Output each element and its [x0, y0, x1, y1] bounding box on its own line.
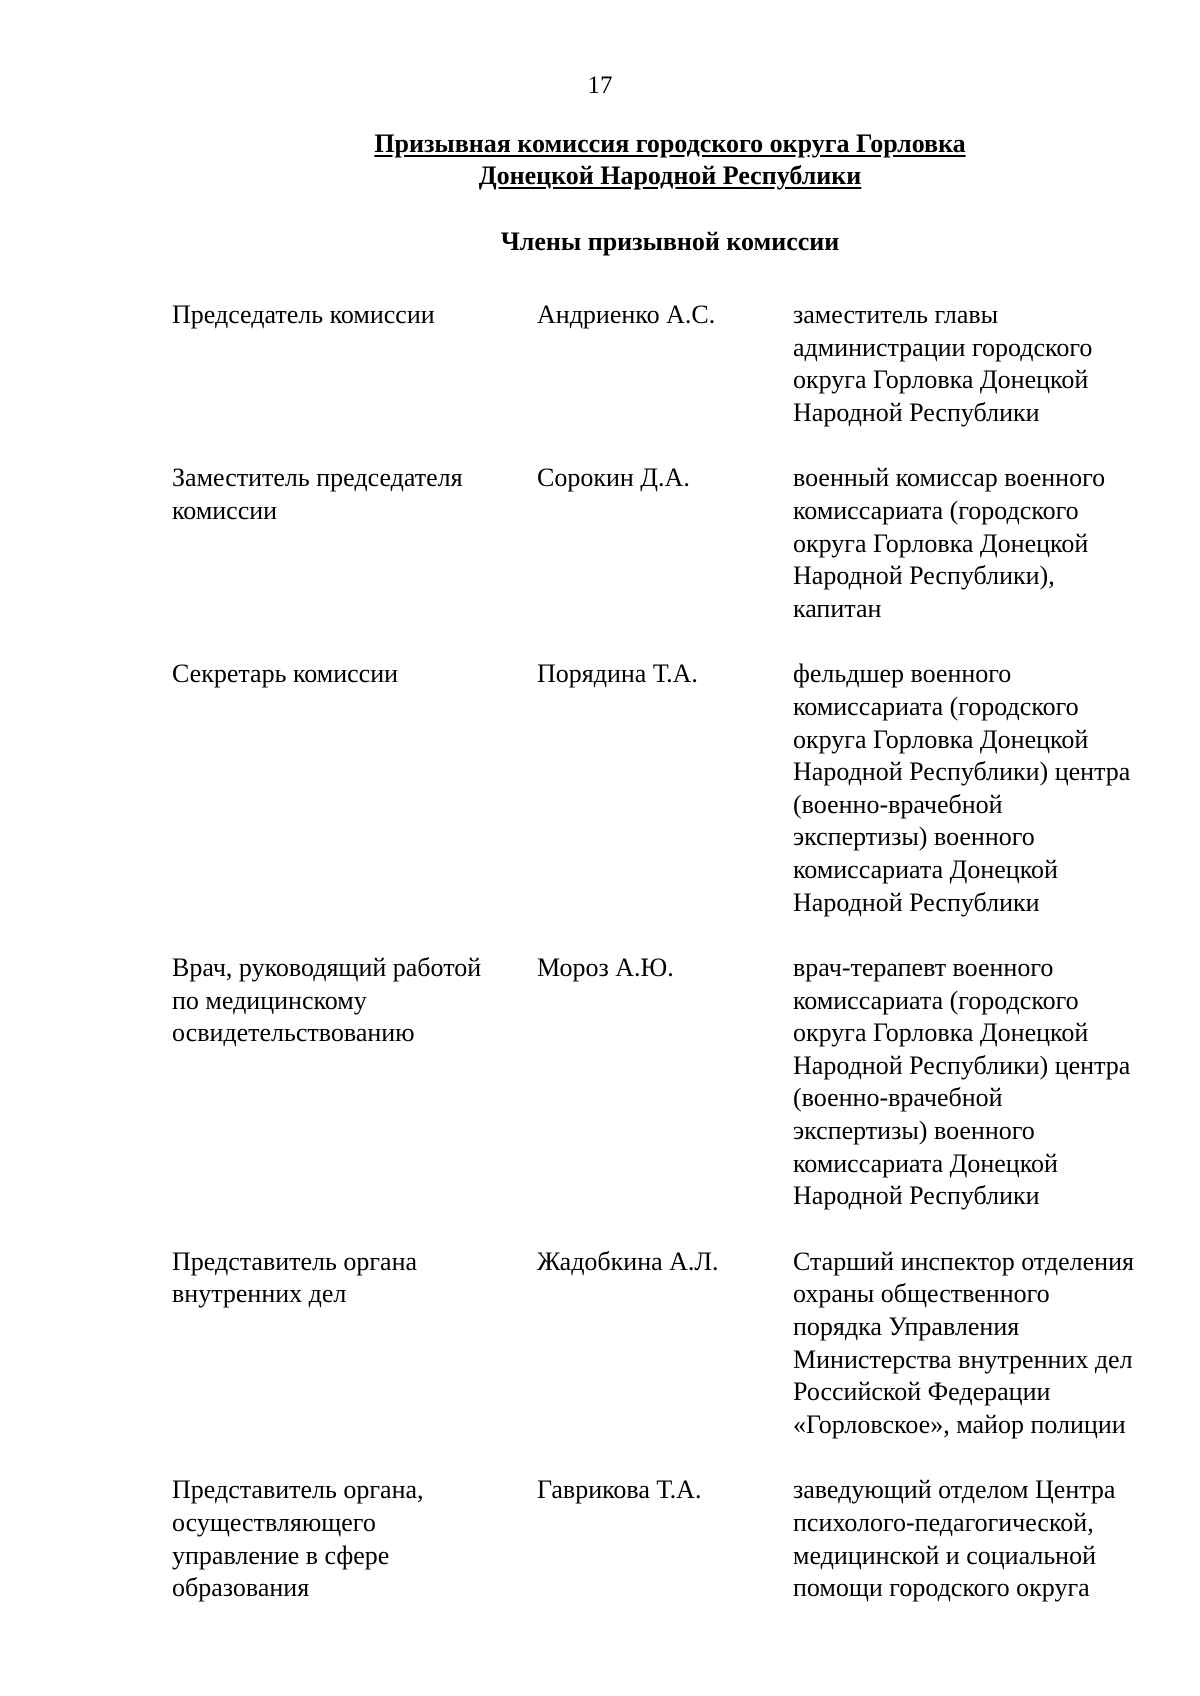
member-position: Старший инспектор отделения охраны общественного порядка Управления Министерства внутренних дел Российской Федерации «Горловское», майор полиции — [793, 1246, 1134, 1439]
document-title — [300, 128, 1040, 192]
member-row-chairman — [172, 299, 1182, 429]
member-role: Врач, руководящий работой по медицинскому освидетельствованию — [172, 953, 482, 1048]
members-list — [172, 299, 1182, 1638]
section-subtitle: Члены призывной комиссии — [500, 227, 840, 256]
member-position: заместитель главы администрации городского округа Горловка Донецкой Народной Республики — [793, 300, 1093, 427]
member-row-deputy-chairman — [172, 462, 1182, 625]
document-title-line-1: Призывная комиссия городского округа Горловка — [374, 129, 966, 158]
member-position: врач-терапевт военного комиссариата (городского округа Горловка Донецкой Народной Республики) центра (военно-врачебной экспертизы) военного комиссариата Донецкой Народной Республики — [793, 953, 1131, 1211]
member-role: Председатель комиссии — [172, 300, 435, 329]
member-row-internal-affairs — [172, 1246, 1182, 1442]
member-row-education — [172, 1474, 1182, 1604]
document-title-line-2: Донецкой Народной Республики — [478, 161, 862, 190]
member-name: Мороз А.Ю. — [537, 953, 674, 983]
member-name: Сорокин Д.А. — [537, 463, 690, 493]
member-name: Гаврикова Т.А. — [537, 1475, 702, 1505]
member-position: заведующий отделом Центра психолого-педагогической, медицинской и социальной помощи городского округа — [793, 1475, 1116, 1603]
page-number: 17 — [587, 72, 613, 99]
member-role: Заместитель председателя комиссии — [172, 463, 463, 525]
member-role: Секретарь комиссии — [172, 659, 399, 689]
member-name: Жадобкина А.Л. — [537, 1246, 719, 1276]
member-position: военный комиссар военного комиссариата (городского округа Горловка Донецкой Народной Республики), капитан — [793, 463, 1106, 623]
member-name: Порядина Т.А. — [537, 659, 698, 689]
member-position: фельдшер военного комиссариата (городского округа Горловка Донецкой Народной Республики) центра (военно-врачебной экспертизы) военного комиссариата Донецкой Народной Республики — [793, 659, 1131, 917]
member-row-physician — [172, 952, 1182, 1213]
member-role: Представитель органа внутренних дел — [172, 1246, 418, 1309]
member-name: Андриенко А.С. — [537, 300, 716, 329]
member-row-secretary — [172, 658, 1182, 919]
member-role: Представитель органа, осуществляющего управление в сфере образования — [172, 1475, 424, 1603]
